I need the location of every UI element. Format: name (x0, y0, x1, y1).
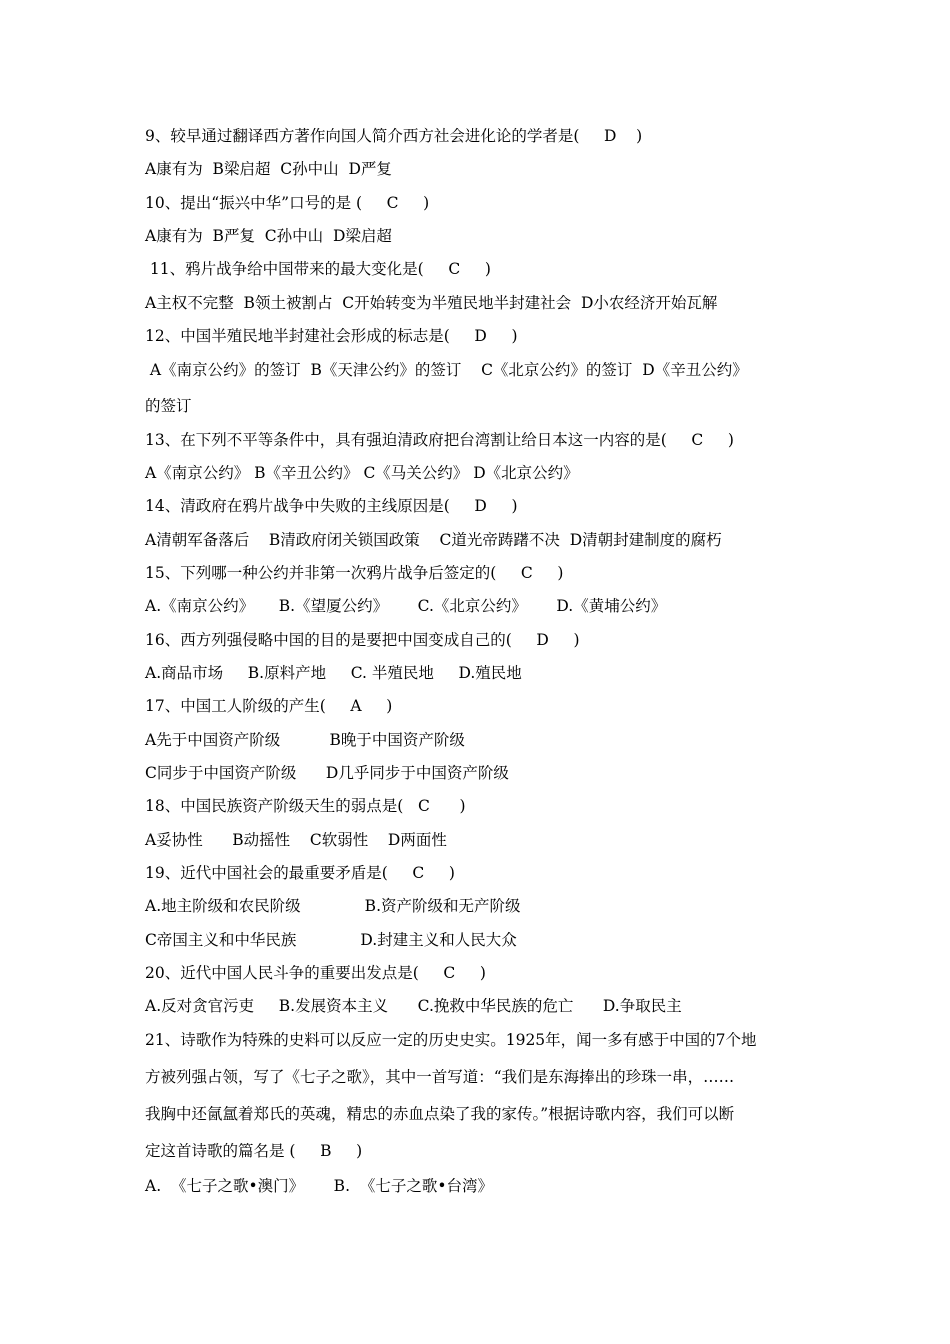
options-13: A《南京公约》 B《辛丑公约》 C《马关公约》 D《北京公约》 (145, 464, 579, 482)
options-19-a: A.地主阶级和农民阶级 B.资产阶级和无产阶级 (145, 897, 521, 915)
question-12: 12、中国半殖民地半封建社会形成的标志是( D ) (145, 327, 518, 345)
question-21-line4: 定这首诗歌的篇名是 ( B ) (145, 1142, 363, 1160)
question-21-line3: 我胸中还氤氲着郑氏的英魂，精忠的赤血点染了我的家传。”根据诗歌内容，我们可以断 (145, 1105, 735, 1123)
question-21-line2: 方被列强占领，写了《七子之歌》，其中一首写道：“我们是东海捧出的珍珠一串，…… (145, 1068, 735, 1086)
question-13: 13、在下列不平等条件中，具有强迫清政府把台湾割让给日本这一内容的是( C ) (145, 431, 734, 449)
options-15: A.《南京公约》 B.《望厦公约》 C.《北京公约》 D.《黄埔公约》 (145, 597, 667, 615)
options-17-a: A先于中国资产阶级 B晚于中国资产阶级 (145, 731, 465, 749)
question-10: 10、提出“振兴中华”口号的是 ( C ) (145, 194, 430, 212)
question-18: 18、中国民族资产阶级天生的弱点是( C ) (145, 797, 466, 815)
options-9: A康有为 B梁启超 C孙中山 D严复 (145, 160, 392, 178)
options-17-b: C同步于中国资产阶级 D几乎同步于中国资产阶级 (145, 764, 509, 782)
options-16: A.商品市场 B.原料产地 C. 半殖民地 D.殖民地 (145, 664, 522, 682)
options-12: A《南京公约》的签订 B《天津公约》的签订 C《北京公约》的签订 D《辛丑公约》 (145, 361, 748, 379)
question-19: 19、近代中国社会的最重要矛盾是( C ) (145, 864, 455, 882)
question-9: 9、较早通过翻译西方著作向国人简介西方社会进化论的学者是( D ) (145, 127, 643, 145)
question-11: 11、鸦片战争给中国带来的最大变化是( C ) (145, 260, 491, 278)
question-20: 20、近代中国人民斗争的重要出发点是( C ) (145, 964, 486, 982)
question-16: 16、西方列强侵略中国的目的是要把中国变成自己的( D ) (145, 631, 580, 649)
options-21: A. 《七子之歌•澳门》 B. 《七子之歌•台湾》 (145, 1177, 493, 1195)
question-14: 14、清政府在鸦片战争中失败的主线原因是( D ) (145, 497, 518, 515)
options-19-b: C帝国主义和中华民族 D.封建主义和人民大众 (145, 931, 517, 949)
options-12-cont: 的签订 (145, 397, 192, 415)
options-14: A清朝军备落后 B清政府闭关锁国政策 C道光帝踌躇不决 D清朝封建制度的腐朽 (145, 531, 722, 549)
options-10: A康有为 B严复 C孙中山 D梁启超 (145, 227, 392, 245)
question-21-line1: 21、诗歌作为特殊的史料可以反应一定的历史史实。1925年，闻一多有感于中国的7个地 (145, 1031, 757, 1049)
question-17: 17、中国工人阶级的产生( A ) (145, 697, 393, 715)
question-15: 15、下列哪一种公约并非第一次鸦片战争后签定的( C ) (145, 564, 564, 582)
options-20: A.反对贪官污吏 B.发展资本主义 C.挽救中华民族的危亡 D.争取民主 (145, 997, 682, 1015)
options-18: A妥协性 B动摇性 C软弱性 D两面性 (145, 831, 447, 849)
options-11: A主权不完整 B领土被割占 C开始转变为半殖民地半封建社会 D小农经济开始瓦解 (145, 294, 718, 312)
